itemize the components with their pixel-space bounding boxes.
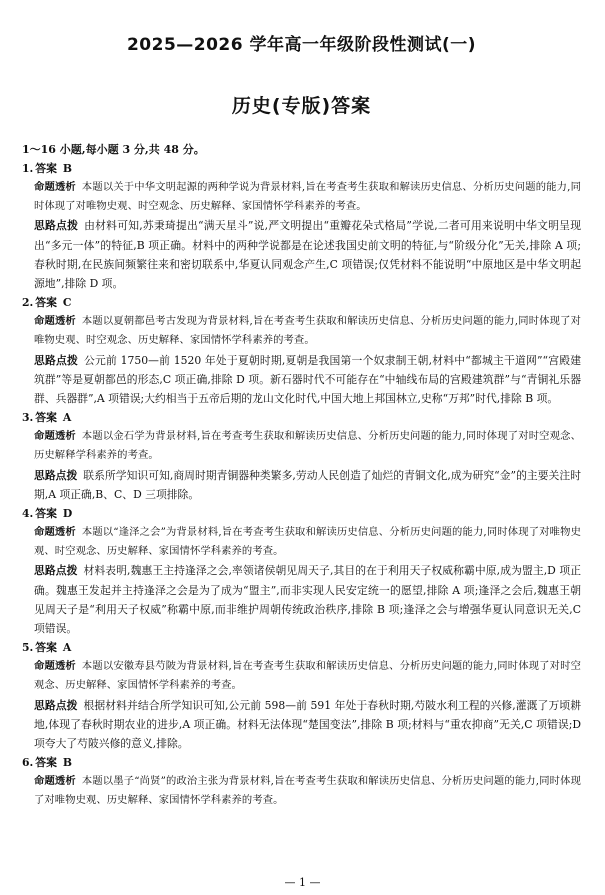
analysis-label: 命题透析 — [34, 315, 76, 328]
analysis-text: 本题以“逢泽之会”为背景材料,旨在考查考生获取和解读历史信息、分析历史问题的能力,同时体现了对唯物史观、时空观念、历史解释、家国情怀学科素养的考查。 — [34, 526, 581, 558]
answer-label: 答案 — [35, 641, 57, 655]
approach-label: 思路点拨 — [34, 468, 78, 482]
analysis-label: 命题透析 — [34, 775, 76, 788]
analysis-label: 命题透析 — [34, 430, 76, 443]
approach-label: 思路点拨 — [34, 219, 79, 233]
approach-text: 联系所学知识可知,商周时期青铜器种类繁多,劳动人民创造了灿烂的青铜文化,成为研究“金”的主要关注时期,A 项正确,B、C、D 三项排除。 — [34, 468, 581, 501]
approach-paragraph — [22, 561, 581, 638]
analysis-paragraph — [22, 523, 581, 561]
approach-paragraph — [22, 351, 581, 409]
analysis-label: 命题透析 — [34, 181, 76, 193]
question-block — [22, 293, 581, 408]
answer-value: C — [62, 296, 72, 310]
answer-line — [22, 408, 581, 427]
analysis-text: 本题以墨子“尚贤”的政治主张为背景材料,旨在考查考生获取和解读历史信息、分析历史问题的能力,同时体现了对唯物史观、历史解释、家国情怀学科素养的考查。 — [34, 775, 581, 807]
answer-value: B — [62, 162, 73, 175]
approach-text: 材料表明,魏惠王主持逢泽之会,率领诸侯朝见周天子,其目的在于利用天子权威称霸中原,成为盟主,D 项正确。魏惠王发起并主持逢泽之会是为了成为“盟主”,而非实现人民安定统一的愿望,排除 A 项;逢泽之会后,魏惠王朝见周天子是“利用天子权威”称霸中原,而非维护周朝传统政治秩序,排除 B 项;逢泽之会与增强华夏认同意识无关,C 项错误。 — [34, 564, 582, 636]
approach-paragraph — [22, 466, 581, 504]
approach-text: 由材料可知,苏秉琦提出“满天星斗”说,严文明提出“重瓣花朵式格局”学说,二者可用来说明中华文明呈现出“多元一体”的特征,B 项正确。材料中的两种学说都是在论述我国史前文明的特征,与“阶级分化”无关,排除 A 项;春秋时期,在民族间频繁往来和密切联系中,华夏认同观念产生,C 项错误;仅凭材料不能说明“中原地区是中华文明起源地”,排除 D 项。 — [34, 219, 581, 291]
answer-line — [22, 504, 581, 523]
answer-value: D — [62, 507, 73, 521]
answer-value: A — [62, 641, 72, 655]
answer-value: A — [62, 411, 72, 425]
document-title: 2025—2026 学年高一年级阶段性测试(一) — [126, 35, 477, 55]
analysis-text: 本题以关于中华文明起源的两种学说为背景材料,旨在考查考生获取和解读历史信息、分析历史问题的能力,同时体现了对唯物史观、时空观念、历史解释、家国情怀学科素养的考查。 — [34, 181, 581, 213]
answer-label: 答案 — [35, 507, 57, 521]
intro-line: 1～16 小题,每小题 3 分,共 48 分。 — [22, 143, 205, 156]
question-list — [22, 159, 581, 811]
answer-value: B — [62, 756, 73, 770]
analysis-paragraph — [22, 312, 581, 350]
approach-text: 公元前 1750—前 1520 年处于夏朝时期,夏朝是我国第一个奴隶制王朝,材料中“都城主干道网”“宫殿建筑群”等是夏朝都邑的形态,C 项正确,排除 D 项。新石器时代不可能存在“中轴线布局的宫殿建筑群”与“青铜礼乐器群、兵器群”,A 项错误;大约相当于五帝后期的龙山文化时代,中国大地上邦国林立,史称“万邦”时代,排除 B 项。 — [34, 353, 582, 406]
answer-label: 答案 — [35, 756, 57, 770]
answer-label: 答案 — [35, 296, 57, 310]
answer-line — [22, 159, 581, 178]
question-number: 3. — [22, 411, 34, 425]
analysis-text: 本题以金石学为背景材料,旨在考查考生获取和解读历史信息、分析历史问题的能力,同时体现了对时空观念、历史解释学科素养的考查。 — [34, 430, 581, 462]
answer-line — [22, 753, 581, 772]
analysis-label: 命题透析 — [34, 526, 76, 539]
analysis-paragraph — [22, 178, 581, 216]
question-block — [22, 159, 581, 293]
approach-paragraph — [22, 216, 581, 293]
approach-paragraph — [22, 696, 581, 754]
question-block — [22, 753, 581, 810]
document-subtitle: 历史(专版)答案 — [231, 95, 372, 117]
approach-text: 根据材料并结合所学知识可知,公元前 598—前 591 年处于春秋时期,芍陂水利工程的兴修,灌溉了万顷耕地,体现了春秋时期农业的进步,A 项正确。材料无法体现“楚国变法”,排除 B 项;材料与“重农抑商”无关,C 项错误;D 项夸大了芍陂兴修的意义,排除。 — [34, 698, 581, 751]
question-number: 5. — [22, 641, 34, 655]
approach-label: 思路点拨 — [34, 564, 78, 578]
page-number: — 1 — — [284, 876, 321, 889]
question-number: 4. — [22, 507, 34, 521]
question-block — [22, 638, 581, 753]
answer-line — [22, 638, 581, 657]
analysis-paragraph — [22, 427, 581, 465]
analysis-label: 命题透析 — [34, 660, 76, 673]
analysis-paragraph — [22, 657, 581, 695]
question-number: 6. — [22, 756, 34, 770]
approach-label: 思路点拨 — [34, 698, 78, 712]
answer-label: 答案 — [35, 162, 57, 175]
approach-label: 思路点拨 — [34, 353, 79, 367]
analysis-text: 本题以安徽寿县芍陂为背景材料,旨在考查考生获取和解读历史信息、分析历史问题的能力,同时体现了对时空观念、历史解释、家国情怀学科素养的考查。 — [34, 660, 581, 692]
analysis-paragraph — [22, 772, 581, 810]
answer-line — [22, 293, 581, 312]
question-block — [22, 504, 581, 638]
answer-label: 答案 — [35, 411, 57, 425]
question-number: 1. — [22, 162, 34, 175]
analysis-text: 本题以夏朝都邑考古发现为背景材料,旨在考查考生获取和解读历史信息、分析历史问题的能力,同时体现了对唯物史观、时空观念、历史解释、家国情怀学科素养的考查。 — [34, 315, 581, 347]
question-number: 2. — [22, 296, 34, 310]
question-block — [22, 408, 581, 504]
